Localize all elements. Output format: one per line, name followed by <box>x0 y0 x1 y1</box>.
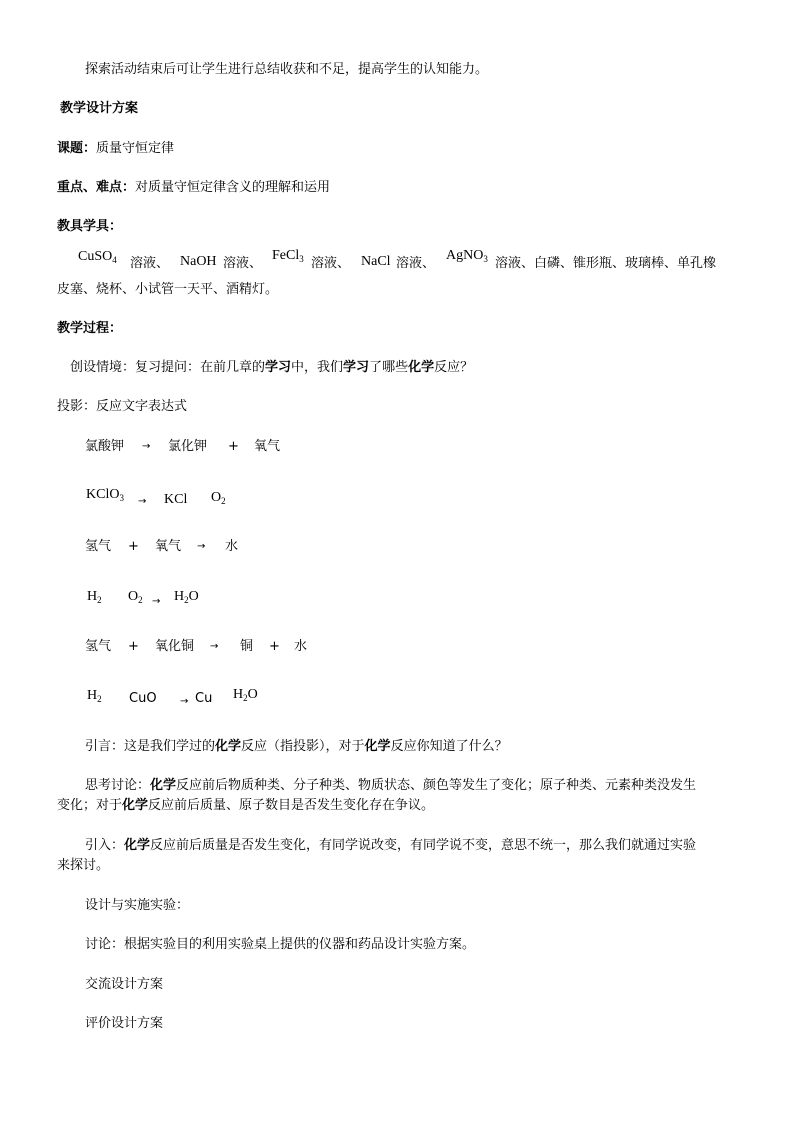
eq1-product1-word: 氯化钾 <box>168 439 208 454</box>
intro-paragraph: 探索活动结束后可让学生进行总结收获和不足，提高学生的认知能力。 <box>85 62 489 77</box>
eq2-formula-arrow-icon: → <box>152 596 161 607</box>
reagent-fecl3: FeCl$_3$ <box>272 248 304 264</box>
eq3-formula-h2: $H_2$ <box>87 688 102 704</box>
discussion-line2: 变化；对于化学反应前后质量、原子数目是否发生变化存在争议。 <box>57 798 435 813</box>
eq2-reactant1-word: 氢气 <box>85 539 112 554</box>
eq2-formula-h2o: $H_2O$ <box>174 589 199 605</box>
process-label: 教学过程： <box>57 321 123 336</box>
eq2-product-word: 水 <box>225 539 239 554</box>
eq3-plus1: + <box>128 639 139 654</box>
topic-label: 课题： <box>57 141 97 156</box>
eq1-formula-kclo3: KClO$_3$ <box>86 487 124 503</box>
key-points-label: 重点、难点： <box>57 180 136 195</box>
eq2-formula-o2: $O_2$ <box>128 589 143 605</box>
plan-title: 教学设计方案 <box>60 101 139 116</box>
discussion-line1: 思考讨论：化学反应前后物质种类、分子种类、物质状态、颜色等发生了变化；原子种类、元素种类没发生 <box>85 778 697 793</box>
evaluate-line: 评价设计方案 <box>85 1016 164 1031</box>
introduce-line2: 来探讨。 <box>57 858 110 873</box>
eq3-product2-word: 水 <box>294 639 308 654</box>
eq3-reactant2-word: 氧化铜 <box>155 639 195 654</box>
eq2-plus: + <box>128 539 139 554</box>
eq1-product2-word: 氧气 <box>254 439 281 454</box>
eq1-reactant-word: 氯酸钾 <box>85 439 125 454</box>
introduce-line1: 引入：化学反应前后质量是否发生变化，有同学说改变，有同学说不变，意思不统一，那么我们就通过实验 <box>85 838 697 853</box>
scenario-line: 创设情境：复习提问：在前几章的学习中，我们学习了哪些化学反应？ <box>70 360 474 375</box>
reagent-naoh-tail: 溶液、 <box>223 256 263 271</box>
eq3-formula-arrow-icon: → <box>180 696 189 707</box>
reagent-agno3-tail: 溶液、白磷、锥形瓶、玻璃棒、单孔橡 <box>495 256 717 271</box>
topic-value: 质量守恒定律 <box>96 141 175 156</box>
eq2-reactant2-word: 氧气 <box>155 539 182 554</box>
reagent-nacl-tail: 溶液、 <box>396 256 436 271</box>
eq3-formula-cu: Cu <box>195 691 213 706</box>
discuss2-line: 讨论：根据实验目的利用实验桌上提供的仪器和药品设计实验方案。 <box>85 937 476 952</box>
design-line: 设计与实施实验： <box>85 898 190 913</box>
eq1-plus: + <box>228 439 239 454</box>
reagent-fecl3-tail: 溶液、 <box>311 256 351 271</box>
eq3-product1-word: 铜 <box>240 639 254 654</box>
reagent-nacl: NaCl <box>361 254 391 269</box>
materials-line2: 皮塞、烧杯、小试管一天平、酒精灯。 <box>57 282 279 297</box>
eq3-formula-h2o: $H_2O$ <box>233 687 258 703</box>
eq1-formula-o2: $O_2$ <box>211 490 226 506</box>
topic-line <box>57 139 174 159</box>
eq3-arrow-icon: → <box>210 641 219 652</box>
reagent-agno3: AgNO$_3$ <box>446 248 488 264</box>
reagent-naoh: NaOH <box>180 254 217 269</box>
eq1-arrow-icon: → <box>142 441 151 452</box>
eq2-arrow-icon: → <box>197 541 206 552</box>
reagent-cuso4-tail: 溶液、 <box>130 256 170 271</box>
lead-line: 引言：这是我们学过的化学反应（指投影），对于化学反应你知道了什么？ <box>85 739 508 754</box>
key-points-line <box>57 178 330 198</box>
eq1-formula-kcl: KCl <box>164 492 188 507</box>
eq3-plus2: + <box>269 639 280 654</box>
projection-line: 投影：反应文字表达式 <box>57 399 188 414</box>
exchange-line: 交流设计方案 <box>85 977 164 992</box>
eq1-formula-arrow-icon: → <box>138 496 147 507</box>
eq3-formula-cuo: CuO <box>129 691 157 706</box>
reagent-cuso4: CuSO$_4$ <box>78 249 117 265</box>
key-points-value: 对质量守恒定律含义的理解和运用 <box>135 180 331 195</box>
materials-label: 教具学具： <box>57 219 123 234</box>
eq3-reactant1-word: 氢气 <box>85 639 112 654</box>
eq2-formula-h2: $H_2$ <box>87 589 102 605</box>
